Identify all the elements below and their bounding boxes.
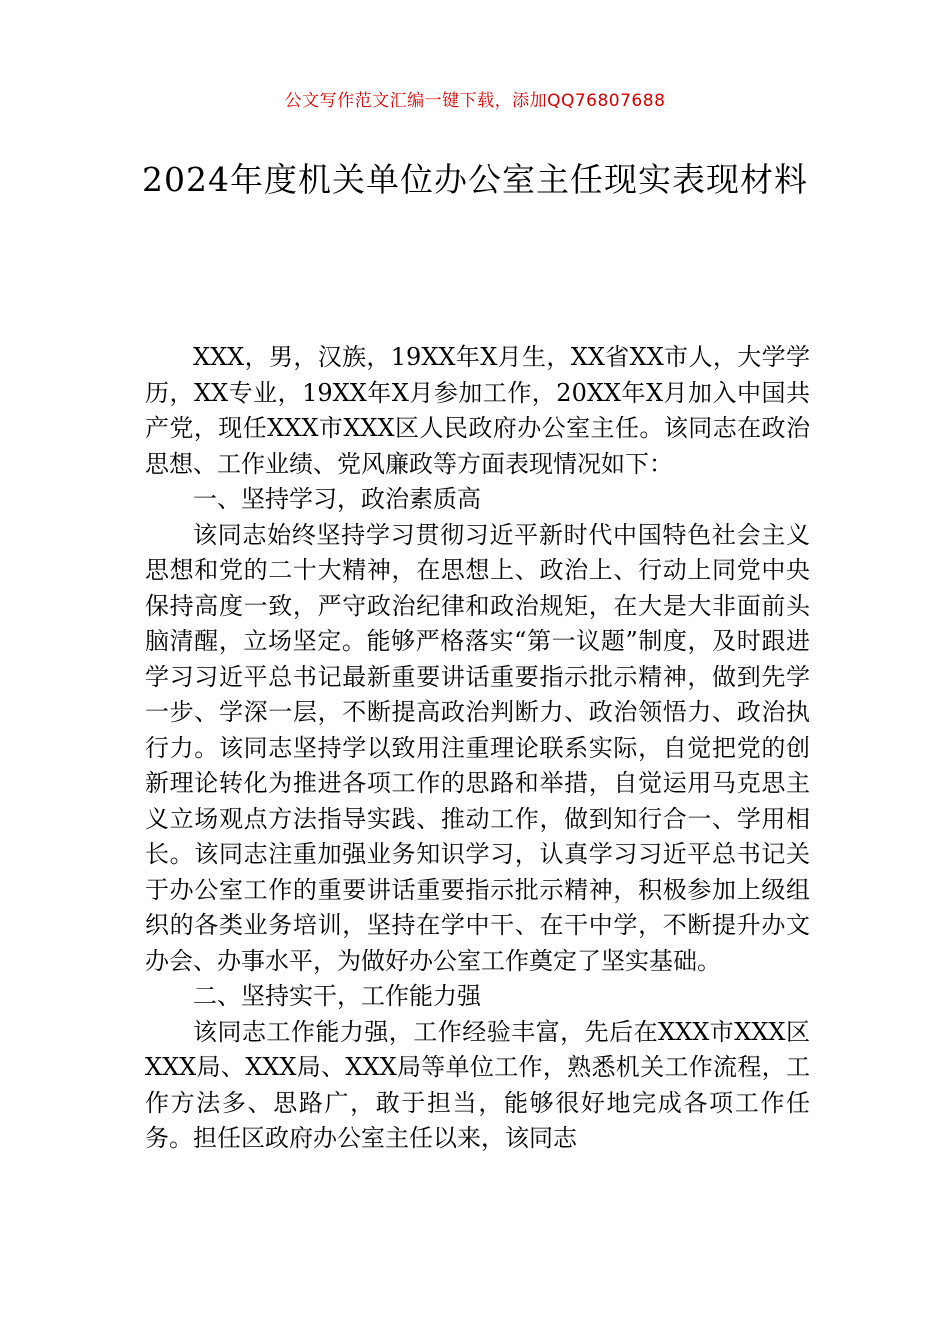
header-note: 公文写作范文汇编一键下载，添加QQ76807688 (284, 91, 666, 111)
section-heading-1: 一、坚持学习，政治素质高 (193, 485, 481, 513)
intro-paragraph: XXX，男，汉族，19XX年X月生，XX省XX市人，大学学历，XX专业，19XX年X月参加工作，20XX年X月加入中国共产党，现任XXX市XXX区人民政府办公室主任。该同志在政治思想、工作业绩、党风廉政等方面表现情况如下： (145, 343, 810, 478)
document-body (145, 340, 810, 1157)
section-1-paragraph: 该同志始终坚持学习贯彻习近平新时代中国特色社会主义思想和党的二十大精神，在思想上、政治上、行动上同党中央保持高度一致，严守政治纪律和政治规矩，在大是大非面前头脑清醒，立场坚定。能够严格落实“第一议题”制度，及时跟进学习习近平总书记最新重要讲话重要指示批示精神，做到先学一步、学深一层，不断提高政治判断力、政治领悟力、政治执行力。该同志坚持学以致用注重理论联系实际，自觉把党的创新理论转化为推进各项工作的思路和举措，自觉运用马克思主义立场观点方法指导实践、推动工作，做到知行合一、学用相长。该同志注重加强业务知识学习，认真学习习近平总书记关于办公室工作的重要讲话重要指示批示精神，积极参加上级组织的各类业务培训，坚持在学中干、在干中学，不断提升办文办会、办事水平，为做好办公室工作奠定了坚实基础。 (145, 520, 810, 975)
document-title: 2024年度机关单位办公室主任现实表现材料 (142, 160, 808, 199)
section-2-paragraph: 该同志工作能力强，工作经验丰富，先后在XXX市XXX区XXX局、XXX局、XXX局等单位工作，熟悉机关工作流程，工作方法多、思路广，敢于担当，能够很好地完成各项工作任务。担任区政府办公室主任以来，该同志 (145, 1017, 810, 1152)
section-heading-2: 二、坚持实干，工作能力强 (193, 982, 481, 1010)
